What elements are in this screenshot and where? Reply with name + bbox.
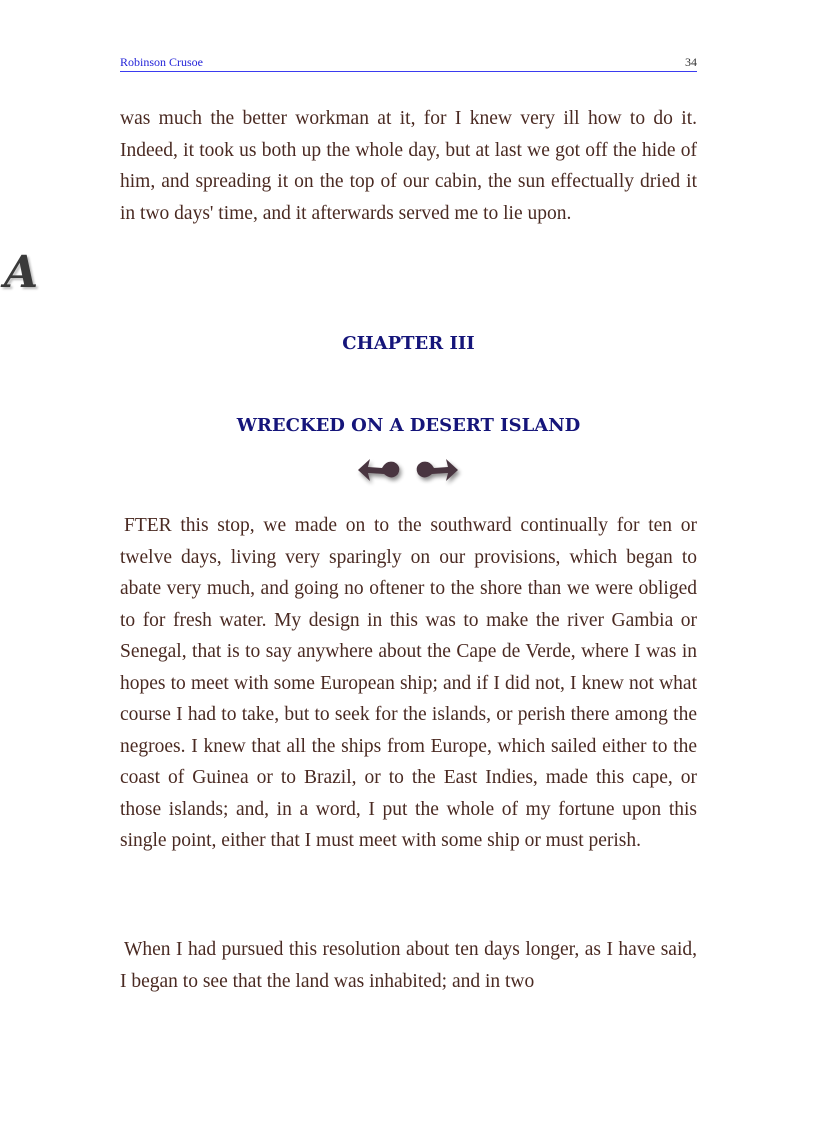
paragraph-continuation: was much the better workman at it, for I knew very ill how to do it. Indeed, it took us both up the whole day, but at last we got off the hide of him, and spreading it on the top of our cabin, the sun effectually dried it in two days' time, and it afterwards served me to lie upon.: [120, 108, 697, 224]
running-header: [120, 53, 697, 72]
decorative-initial-letter-icon: A: [4, 247, 39, 298]
paragraph: When I had pursued this resolution about ten days longer, as I have said, I began to see that the land was inhabited; and in two: [120, 939, 697, 992]
page-number: 34: [685, 55, 697, 69]
paragraph-chapter-opening: FTER this stop, we made on to the southward continually for ten or twelve days, living very sparingly on our provisions, which began to abate very much, and going no oftener to the shore than we were obliged to for fresh water. My design in this was to make the river Gambia or Senegal, that is to say anywhere about the Cape de Verde, where I was in hopes to meet with some European ship; and if I did not, I knew not what course I had to take, but to seek for the islands, or perish there among the negroes. I knew that all the ships from Europe, which sailed either to the coast of Guinea or to Brazil, or to the East Indies, made this cape, or those islands; and, in a word, I put the whole of my fortune upon this single point, either that I must meet with some ship or must perish.: [120, 515, 697, 851]
book-title-link[interactable]: Robinson Crusoe: [120, 55, 204, 69]
chapter-title: WRECKED ON A DESERT ISLAND: [236, 415, 581, 436]
arrow-flourish-divider-icon: [352, 454, 464, 488]
chapter-number: CHAPTER III: [342, 333, 475, 354]
